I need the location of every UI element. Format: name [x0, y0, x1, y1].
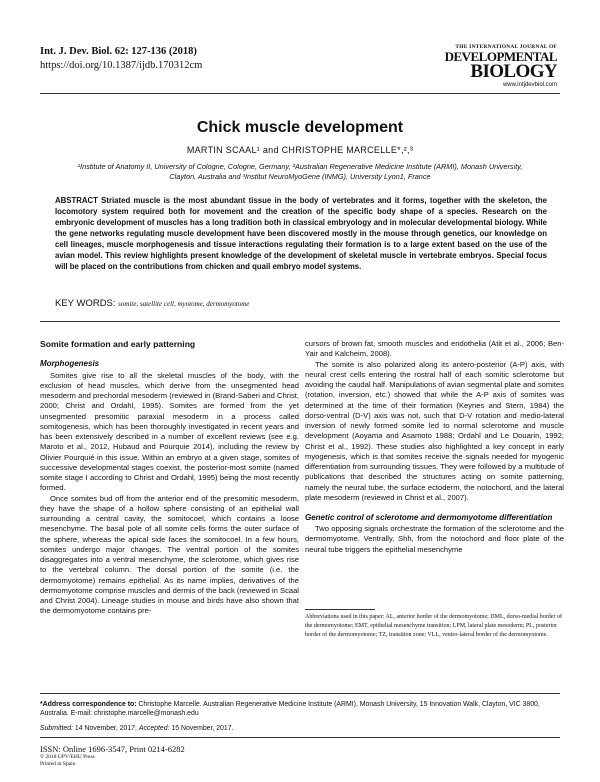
- authors: MARTIN SCAAL¹ and CHRISTOPHE MARCELLE*,²,³: [186, 145, 414, 155]
- correspondence-divider: [40, 693, 560, 694]
- correspondence-text: Christophe Marcelle. Australian Regenerative Medicine Institute (ARMI), Monash University, 15 Innovation Walk, Clayton, VIC 3800, Australia. E-mail: christophe.marcelle@monash.edu: [40, 701, 540, 718]
- paragraph: Once somites bud off from the anterior end of the presomitic mesoderm, they have the shape of a hollow sphere consisting of an epithelial wall surrounding a central cavity, the somitocoel, which contains a loose mesenchyme. The basal pole of all somite cells forms the outer surface of the sphere, whereas the apical side faces the somitocoel. In a few hours, somites undergo major changes. The ventral portion of the somites disaggregates into a ventral mesenchyme, the sclerotome, which gives rise to the vertebral column. The dorsal portion of the somite (i.e. the dermomyotome) remains epithelial. As its name implies, derivatives of the dermomyotome comprise muscles and dermis of the back (reviewed in Scaal and Christ 2004). Lineage studies in mouse and birds have also shown that the dermomyotome contains pre-: [40, 493, 299, 616]
- accepted-label: Accepted:: [138, 725, 170, 732]
- subheading-genetic-control: Genetic control of sclerotome and dermomyotome differentiation: [305, 513, 553, 522]
- correspondence: [40, 700, 564, 719]
- journal-volume: 62: 127-136 (2018): [112, 46, 197, 57]
- journal-name: Int. J. Dev. Biol.: [40, 46, 113, 57]
- abstract-text: Striated muscle is the most abundant tissue in the body of vertebrates and it forms, together with the skeleton, the locomotory system required both for movement and the creation of the specific body shape of a species. Research on the embryonic development of muscles has a long tradition both in classical embryology and in molecular developmental biology. While the gene networks regulating muscle development have been discovered mostly in the mouse through genetics, our knowledge on cell lineages, muscle morphogenesis and tissue interactions regulating their formation is to a large extent based on the use of the avian model. This review highlights present knowledge of the development of skeletal muscle in vertebrate embryos. Special focus will be placed on the contributions from chicken and quail embryo model systems.: [55, 196, 547, 271]
- paragraph: cursors of brown fat, smooth muscles and endothelia (Atit et al., 2006; Ben-Yair and Kalcheim, 2008).: [305, 339, 564, 359]
- logo-line2: DEVELOPMENTAL: [444, 49, 557, 64]
- header-divider: [40, 93, 560, 94]
- keywords-terms: somite, satellite cell, myotome, dermomyotome: [118, 300, 250, 308]
- submitted-label: Submitted:: [40, 725, 73, 732]
- keywords: [55, 298, 249, 309]
- abstract: [55, 195, 547, 272]
- journal-citation: [40, 45, 202, 73]
- paragraph: The somite is also polarized along its antero-posterior (A-P) axis, with neural crest cells entering the rostral half of each somitic sclerotome but avoiding the caudal half. Manipulations of avian segmental plate and somites (rotation, inversion, etc.) showed that while the A-P axis of somites was determined at the time of their formation (Keynes and Stern, 1984) the dorso-ventral (D-V) axis was not, such that D-V rotation and medio-lateral inversion of newly formed somite led to normal sclerotome and muscle development (Aoyama and Asamoto 1988; Ordahl and Le Douarin, 1992; Christ et al., 1992). These studies also highlighted a key concept in early myogenesis, which is that somites receive the signals needed for myogenic differentiation from surrounding tissues. They were followed by a multitude of publications that described the structures acting on somite patterning, namely the neural tube, the surface ectoderm, the notochord, and the lateral plate mesoderm (reviewed in Christ et al., 2007).: [305, 359, 564, 502]
- paragraph: Somites give rise to all the skeletal muscles of the body, with the exclusion of head muscles, which derive from the unsegmented head mesoderm and prechordal mesoderm (reviewed in (Brand-Saberi and Christ, 2000; Christ and Ordahl, 1995). Somites are formed from the yet unsegmented presomitic paraxial mesoderm in a process called somitogenesis, which has been thoroughly investigated in recent years and has been extensively described in a number of excellent reviews (see e.g. Maroto et al., 2012, Hubaud and Pourquie 2014), including the review by Olivier Pourquié in this issue. Within an embryo at a given stage, somites of successive developmental stages coexist, the posterior-most somite (named somite stage I according to Christ and Ordahl, 1995) being the most recently formed.: [40, 370, 299, 493]
- submitted-date: 14 November, 2017;: [72, 725, 139, 732]
- keywords-label: KEY WORDS:: [55, 298, 119, 309]
- footer-divider: [40, 737, 560, 738]
- logo-line3: BIOLOGY: [470, 61, 557, 82]
- journal-logo: [445, 44, 557, 88]
- subheading-morphogenesis: Morphogenesis: [40, 359, 100, 369]
- abstract-divider: [40, 321, 560, 322]
- left-column: [40, 339, 299, 617]
- copyright: © 2018 UPV/EHU Press: [40, 754, 95, 760]
- affiliations: ¹Institute of Anatomy II, University of Cologne, Cologne, Germany, ²Australian Regenerative Medicine Institute (ARMI), Monash University, Clayton, Australia and ³Institut NeuroMyoGene (INMG), University Lyon1, France: [77, 162, 523, 181]
- correspondence-label: *Address correspondence to:: [40, 701, 137, 708]
- paragraph: Two opposing signals orchestrate the formation of the sclerotome and the dermomyotome. Ventrally, Shh, from the notochord and floor plate of the neural tube triggers the epithelial mesenchyme: [305, 524, 564, 554]
- issn: ISSN: Online 1696-3547, Print 0214-6282: [40, 744, 185, 754]
- printed-in: Printed in Spain: [40, 760, 76, 767]
- right-column: [305, 339, 564, 555]
- logo-url[interactable]: www.intjdevbiol.com: [502, 82, 557, 88]
- section-heading: Somite formation and early patterning: [40, 339, 196, 349]
- doi-link[interactable]: https://doi.org/10.1387/ijdb.170312cm: [40, 60, 203, 71]
- accepted-date: 15 November, 2017.: [169, 725, 234, 732]
- footnote-divider: [305, 609, 375, 610]
- logo-line1: THE INTERNATIONAL JOURNAL OF: [455, 44, 557, 50]
- abbreviations-footnote: Abbreviations used in this paper: AL, anterior border of the dermomyotome; DML, dorso-medial border of the dermomyotome; EMT, epithelial mesenchyme transition; LPM, lateral plate mesoderm; PL, posterior border of the dermomyotome; TZ, transition zone; VLL, ventro-lateral border of the dermomyotome.: [305, 614, 562, 638]
- abstract-label: ABSTRACT: [55, 196, 98, 205]
- article-title: Chick muscle development: [196, 119, 404, 136]
- footer: [40, 745, 185, 767]
- submission-dates: [40, 725, 233, 732]
